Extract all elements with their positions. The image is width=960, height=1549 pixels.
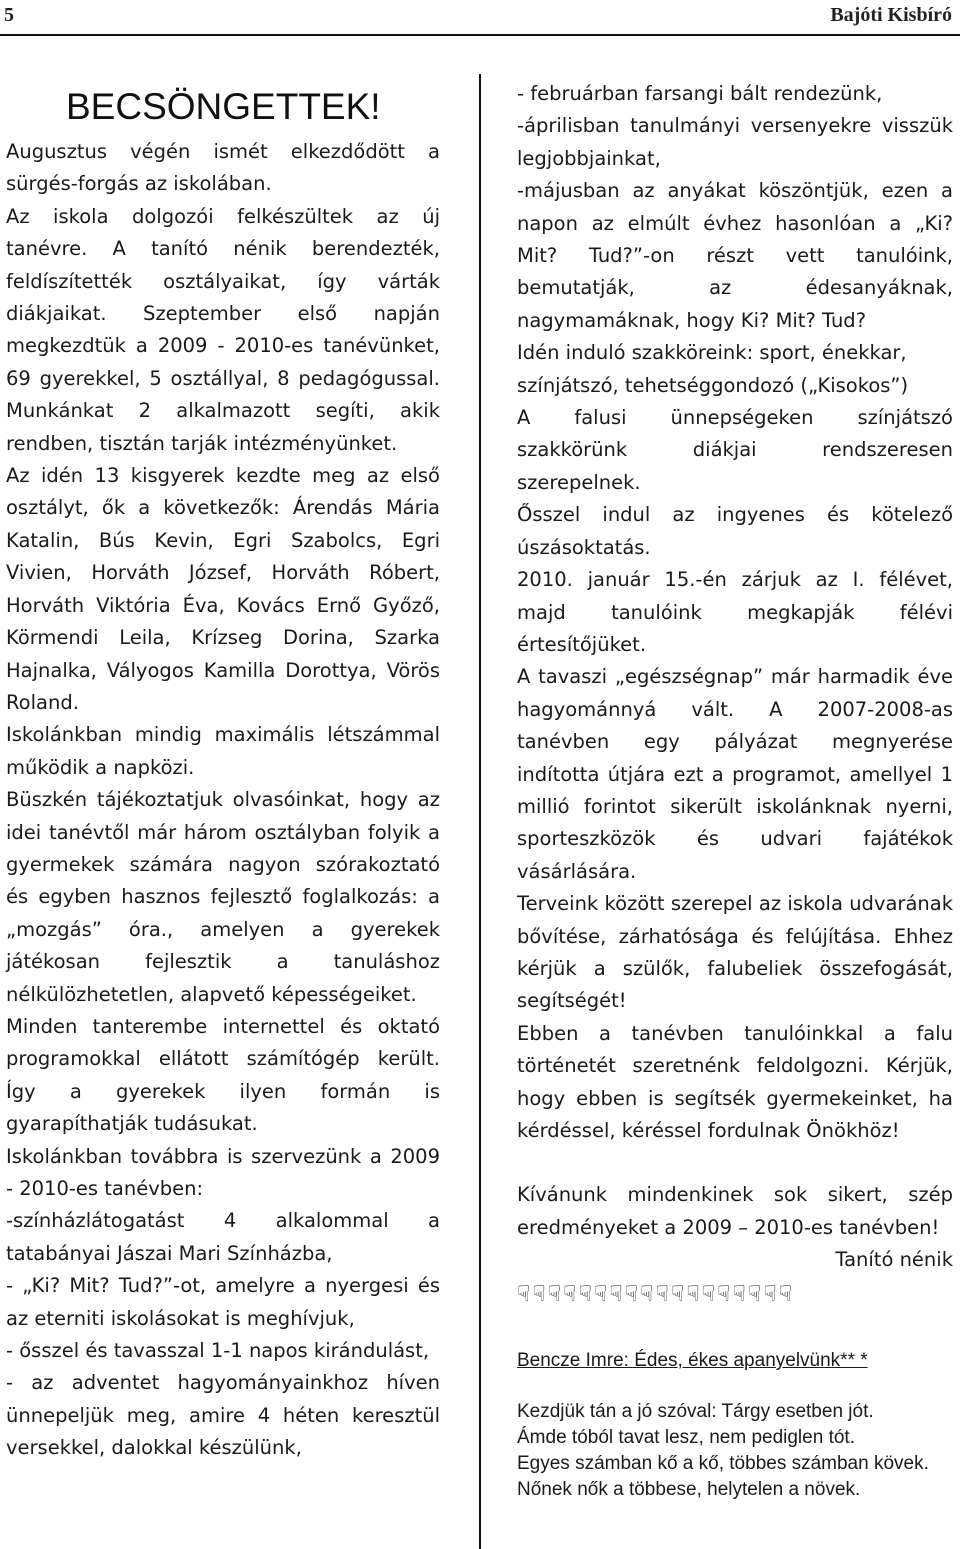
paragraph: Idén induló szakköreink: sport, énekkar, színjátszó, tehetséggondozó („Kisokos”) (517, 341, 909, 397)
signature: Tanító nénik (835, 1248, 953, 1272)
paragraph: Az idén 13 kisgyerek kezdte meg az első osztályt, ők a következők: Árendás Mária Katalin, Bús Kevin, Egri Szabolcs, Egri Vivien, Horváth József, Horváth Róbert, Horváth Viktória Éva, Kovács Ernő Győző, Körmendi Leila, Krízseg Dorina, Szarka Hajnalka, Vályogos Kamilla Dorottya, Vörös Roland. (6, 464, 440, 714)
paragraph: Az iskola dolgozói felkészültek az új tanévre. A tanító nénik berendezték, feldíszítették osztályaikat, így várták diákjaikat. Szeptember első napján megkezdtük a 2009 - 2010-es tanévünket, 69 gyerekkel, 5 osztállyal, 8 pedagógussal. Munkánkat 2 alkalmazott segíti, akik rendben, tisztán tarják intézményünket. (6, 204, 440, 455)
poem-line: Egyes számban kő a kő, többes számban kövek. (517, 1453, 929, 1475)
article-title: BECSÖNGETTEK! (66, 86, 381, 127)
paragraph: Iskolánkban továbbra is szervezünk a 2009 - 2010-es tanévben: (6, 1144, 440, 1200)
right-column (517, 78, 953, 1503)
spacer (517, 1147, 953, 1179)
list-item: - februárban farsangi bált rendezünk, (517, 82, 883, 105)
list-item: -színházlátogatást 4 alkalommal a tatabányai Jászai Mari Színházba, (6, 1209, 440, 1265)
column-divider (479, 74, 481, 1549)
page-header (0, 0, 960, 38)
list-item: - „Ki? Mit? Tud?”-ot, amelyre a nyergesi és az eterniti iskolásokat is meghívjuk, (6, 1274, 440, 1330)
publication-title: Bajóti Kisbíró (830, 4, 952, 26)
paragraph: 2010. január 15.-én zárjuk az I. félévet, majd tanulóink megkapják félévi értesítőjüket. (517, 568, 953, 656)
paragraph: A falusi ünnepségeken színjátszó szakkörünk diákjai rendszeresen szerepelnek. (517, 406, 953, 494)
paragraph: A tavaszi „egészségnap” már harmadik éve hagyománnyá vált. A 2007-2008-as tanévben egy pályázat megnyerése indította útjára ezt a programot, amellyel 1 millió forintot sikerült iskolánknak nyerni, sporteszközök és udvari fajátékok vásárlására. (517, 665, 953, 883)
list-item: -áprilisban tanulmányi versenyekre visszük legjobbjainkat, (517, 114, 953, 170)
paragraph: Minden tanterembe internettel és oktató programokkal ellátott számítógép került. Így a gyerekek ilyen formán is gyarapíthatják tudásukat. (6, 1014, 440, 1136)
paragraph: Iskolánkban mindig maximális létszámmal működik a napközi. (6, 723, 440, 779)
list-item: - az adventet hagyományainkhoz híven ünnepeljük meg, amire 4 héten keresztül versekkel, dalokkal készülünk, (6, 1371, 440, 1460)
left-column (6, 72, 440, 1465)
paragraph: Ősszel indul az ingyenes és kötelező úszásoktatás. (517, 503, 953, 559)
pointing-hand-icon-row: ☟☟☟☟☟☟☟☟☟☟☟☟☟☟☟☟☟☟ (517, 1281, 795, 1307)
poem-title: Bencze Imre: Édes, ékes apanyelvünk** * (517, 1350, 868, 1372)
paragraph: Augusztus végén ismét elkezdődött a sürgés-forgás az iskolában. (6, 140, 440, 196)
poem-line: Ámde tóból tavat lesz, nem pediglen tót. (517, 1427, 855, 1449)
header-rule (0, 34, 960, 36)
poem-body (517, 1399, 953, 1503)
paragraph: Terveink között szerepel az iskola udvarának bővítése, zárhatósága és felújítása. Ehhez kérjük a szülők, falubeliek összefogását, segítségét! (517, 892, 953, 1013)
paragraph: Büszkén tájékoztatjuk olvasóinkat, hogy az idei tanévtől már három osztályban folyik a gyermekek számára nagyon szórakoztató és egyben hasznos fejlesztő foglalkozás: a „mozgás” óra., amelyen a gyerekek játékosan fejlesztik a tanuláshoz nélkülözhetetlen, alapvető képességeiket. (6, 788, 440, 1006)
page-number: 5 (4, 4, 14, 26)
list-item: -májusban az anyákat köszöntjük, ezen a napon az elmúlt évhez hasonlóan a „Ki? Mit? Tud?”-on részt vett tanulóink, bemutatják, az édesanyáknak, nagymamáknak, hogy Ki? Mit? Tud? (517, 179, 953, 332)
poem-line: Kezdjük tán a jó szóval: Tárgy esetben jót. (517, 1401, 874, 1423)
closing-wish: Kívánunk mindenkinek sok sikert, szép eredményeket a 2009 – 2010-es tanévben! (517, 1183, 953, 1239)
list-item: - ősszel és tavasszal 1-1 napos kirándulást, (6, 1339, 430, 1363)
poem-line: Nőnek nők a többese, helytelen a növek. (517, 1479, 861, 1501)
paragraph: Ebben a tanévben tanulóinkkal a falu történetét szeretnénk feldolgozni. Kérjük, hogy ebben is segítsék gyermekeinket, ha kérdéssel, kéréssel fordulnak Önökhöz! (517, 1021, 953, 1142)
